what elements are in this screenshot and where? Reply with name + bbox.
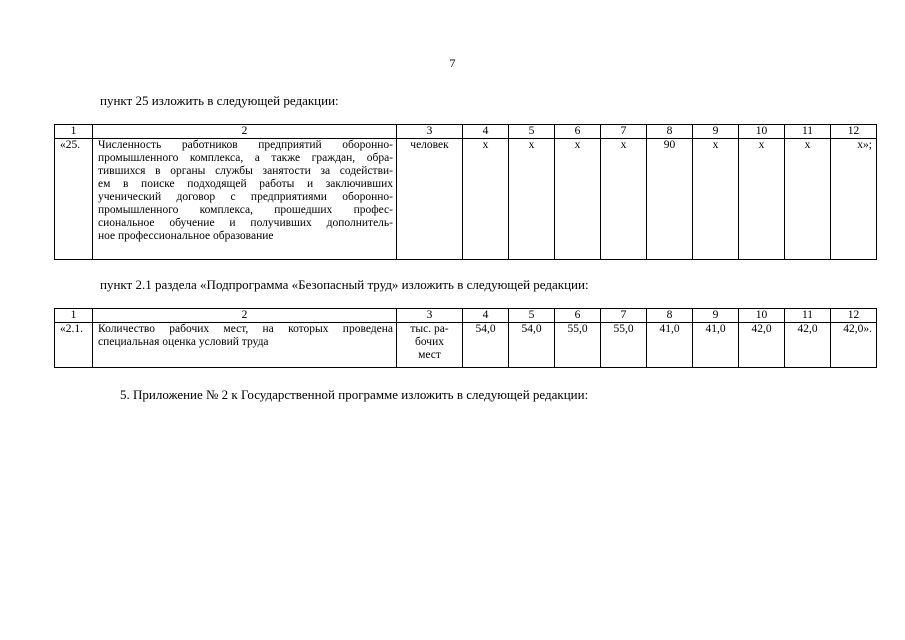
header-cell: 5	[509, 125, 555, 139]
paragraph-item-2-1: пункт 2.1 раздела «Подпрограмма «Безопасный труд» изложить в следующей редакции:	[100, 277, 589, 292]
header-cell: 8	[647, 125, 693, 139]
value-cell: х»;	[831, 139, 877, 260]
header-cell: 3	[397, 309, 463, 323]
table-row	[55, 139, 877, 260]
table-item-25	[54, 124, 877, 260]
header-cell: 11	[785, 309, 831, 323]
header-cell: 1	[55, 309, 93, 323]
value-cell: 42,0».	[831, 323, 877, 368]
header-cell: 7	[601, 309, 647, 323]
indicator-description: Количество рабочих мест, на которых проведена специальная оценка условий труда	[93, 323, 397, 368]
row-number: «2.1.	[55, 323, 93, 368]
header-cell: 2	[93, 125, 397, 139]
table-header-row	[55, 125, 877, 139]
value-cell: х	[509, 139, 555, 260]
header-cell: 4	[463, 125, 509, 139]
value-cell: х	[555, 139, 601, 260]
paragraph-item-25: пункт 25 изложить в следующей редакции:	[100, 93, 339, 108]
value-cell: х	[739, 139, 785, 260]
value-cell: 90	[647, 139, 693, 260]
table-row	[55, 323, 877, 368]
header-cell: 11	[785, 125, 831, 139]
value-cell: х	[785, 139, 831, 260]
header-cell: 8	[647, 309, 693, 323]
header-cell: 3	[397, 125, 463, 139]
table-header-row	[55, 309, 877, 323]
header-cell: 2	[93, 309, 397, 323]
header-cell: 6	[555, 309, 601, 323]
value-cell: 42,0	[739, 323, 785, 368]
header-cell: 5	[509, 309, 555, 323]
value-cell: х	[693, 139, 739, 260]
value-cell: 41,0	[693, 323, 739, 368]
header-cell: 9	[693, 309, 739, 323]
value-cell: 42,0	[785, 323, 831, 368]
header-cell: 6	[555, 125, 601, 139]
table-item-2-1	[54, 308, 877, 368]
value-cell: 55,0	[601, 323, 647, 368]
value-cell: 54,0	[463, 323, 509, 368]
unit-cell: тыс. ра- бочих мест	[397, 323, 463, 368]
value-cell: 41,0	[647, 323, 693, 368]
paragraph-appendix-2: 5. Приложение № 2 к Государственной программе изложить в следующей редакции:	[120, 387, 589, 402]
header-cell: 10	[739, 309, 785, 323]
header-cell: 12	[831, 309, 877, 323]
header-cell: 10	[739, 125, 785, 139]
value-cell: х	[601, 139, 647, 260]
unit-cell: человек	[397, 139, 463, 260]
header-cell: 9	[693, 125, 739, 139]
header-cell: 7	[601, 125, 647, 139]
indicator-description: Численность работников предприятий оборонно- промышленного комплекса, а также граждан, обра- тившихся в органы службы занятости за содействи- ем в поиске подходящей работы и заключивших ученический договор с предприятиями оборонно- промышленного комплекса, прошедших профес- сиональное обучение и получивших дополнитель- ное профессиональное образование	[93, 139, 397, 260]
row-number: «25.	[55, 139, 93, 260]
page-number: 7	[449, 56, 456, 70]
header-cell: 12	[831, 125, 877, 139]
header-cell: 4	[463, 309, 509, 323]
value-cell: 54,0	[509, 323, 555, 368]
value-cell: х	[463, 139, 509, 260]
header-cell: 1	[55, 125, 93, 139]
value-cell: 55,0	[555, 323, 601, 368]
